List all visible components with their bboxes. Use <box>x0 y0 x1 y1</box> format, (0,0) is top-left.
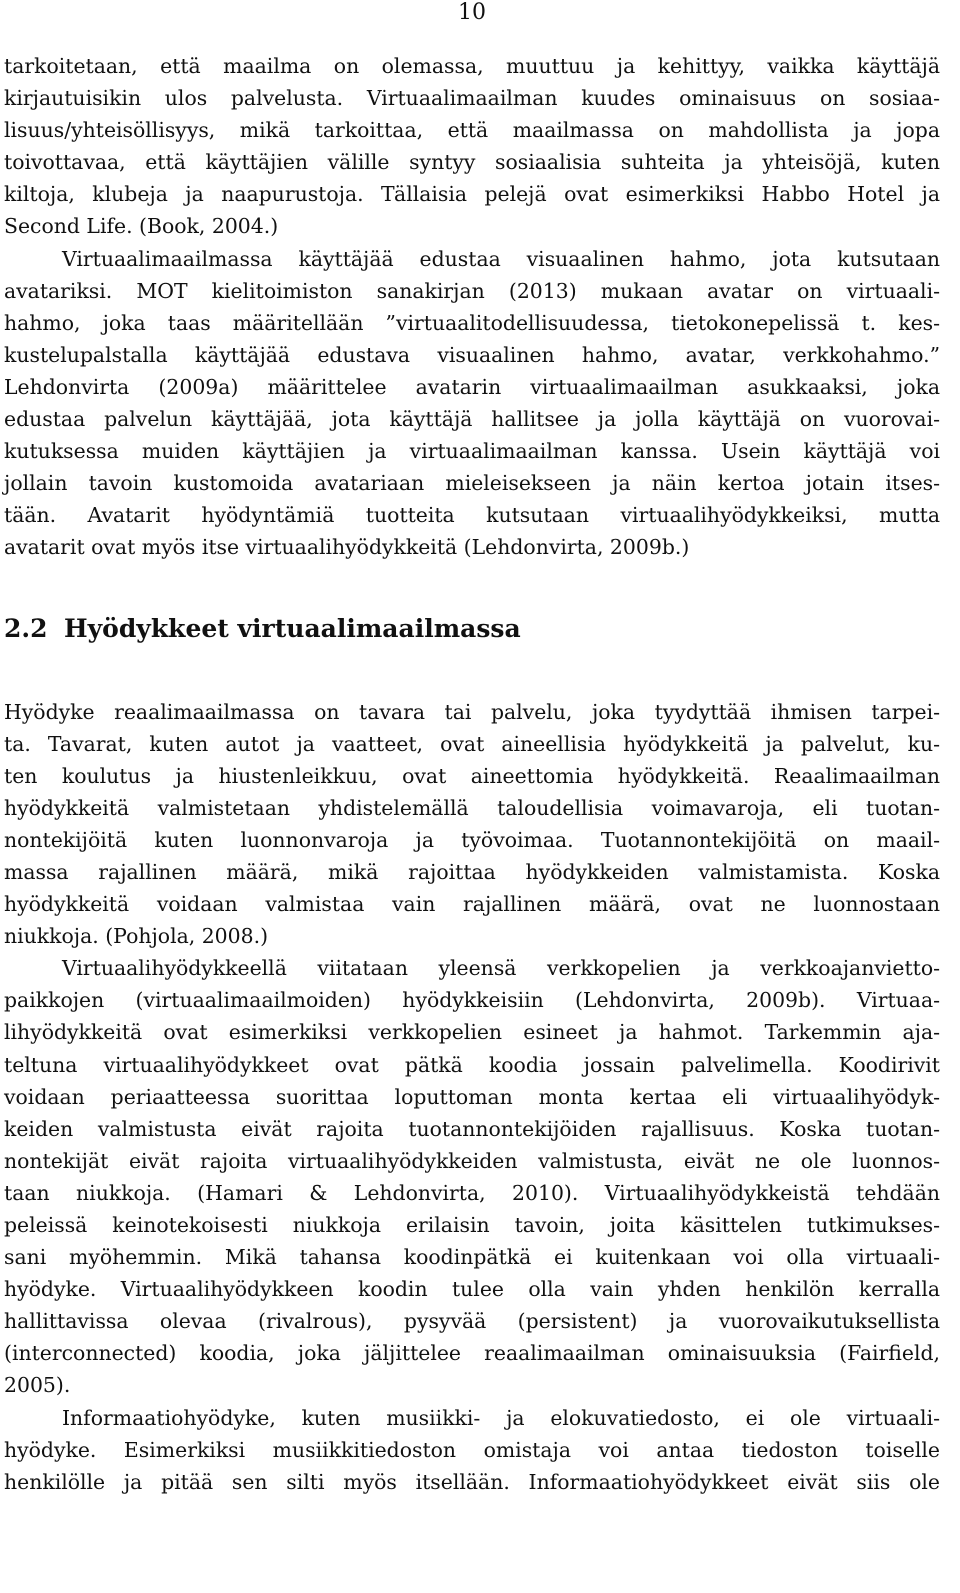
text-line: ten koulutus ja hiustenleikkuu, ovat aineettomia hyödykkeitä. Reaalimaailman <box>4 763 940 788</box>
text-line: Lehdonvirta (2009a) määrittelee avatarin virtuaalimaailman asukkaaksi, joka <box>4 374 940 399</box>
text-block-top <box>4 50 940 564</box>
text-line: hyödykkeitä valmistetaan yhdistelemällä taloudellisia voimavaroja, eli tuotan- <box>4 795 940 820</box>
text-line: peleissä keinotekoisesti niukkoja erilaisin tavoin, joita käsittelen tutkimukses- <box>4 1213 940 1237</box>
text-line: tään. Avatarit hyödyntämiä tuotteita kutsutaan virtuaalihyödykkeiksi, mutta <box>4 503 940 528</box>
text-line: niukkoja. (Pohjola, 2008.) <box>4 924 269 949</box>
text-line: nontekijöitä kuten luonnonvaroja ja työvoimaa. Tuotannontekijöitä on maail- <box>4 827 940 852</box>
paragraph <box>4 1402 940 1498</box>
section-title: Hyödykkeet virtuaalimaailmassa <box>64 613 521 643</box>
text-line: hallittavissa olevaa (rivalrous), pysyvää (persistent) ja vuorovaikutuksellista <box>4 1309 940 1334</box>
text-line: hahmo, joka taas määritellään ”virtuaalitodellisuudessa, tietokonepelissä t. kes- <box>4 310 940 335</box>
text-line: Virtuaalihyödykkeellä viitataan yleensä verkkopelien ja verkkoajanvietto- <box>62 956 940 981</box>
text-line: Informaatiohyödyke, kuten musiikki- ja elokuvatiedosto, ei ole virtuaali- <box>62 1405 940 1430</box>
text-line: toivottavaa, että käyttäjien välille syntyy sosiaalisia suhteita ja yhteisöjä, kuten <box>4 150 940 175</box>
text-line: paikkojen (virtuaalimaailmoiden) hyödykkeisiin (Lehdonvirta, 2009b). Virtuaa- <box>4 988 940 1013</box>
text-line: hyödykkeitä voidaan valmistaa vain rajallinen määrä, ovat ne luonnostaan <box>4 892 940 917</box>
text-line: kirjautuisikin ulos palvelusta. Virtuaalimaailman kuudes ominaisuus on sosiaa- <box>4 86 940 111</box>
text-line: teltuna virtuaalihyödykkeet ovat pätkä koodia jossain palvelimella. Koodirivit <box>4 1052 940 1077</box>
text-line: Second Life. (Book, 2004.) <box>4 214 279 239</box>
text-line: ta. Tavarat, kuten autot ja vaatteet, ovat aineellisia hyödykkeitä ja palvelut, ku- <box>4 731 940 756</box>
text-line: kutuksessa muiden käyttäjien ja virtuaalimaailman kanssa. Usein käyttäjä voi <box>4 439 940 464</box>
text-line: massa rajallinen määrä, mikä rajoittaa hyödykkeiden valmistamista. Koska <box>4 859 940 884</box>
text-line: keiden valmistusta eivät rajoita tuotannontekijöiden rajallisuus. Koska tuotan- <box>4 1116 940 1141</box>
text-line: kiltoja, klubeja ja naapurustoja. Tällaisia pelejä ovat esimerkiksi Habbo Hotel ja <box>4 182 940 207</box>
paragraph <box>4 50 940 243</box>
text-line: lisuus/yhteisöllisyys, mikä tarkoittaa, että maailmassa on mahdollista ja jopa <box>4 118 940 143</box>
paragraph <box>4 243 940 564</box>
text-line: (interconnected) koodia, joka jäljittelee reaalimaailman ominaisuuksia (Fairfield, <box>4 1341 940 1366</box>
text-line: tarkoitetaan, että maailma on olemassa, muuttuu ja kehittyy, vaikka käyttäjä <box>4 54 940 78</box>
text-line: avatariksi. MOT kielitoimiston sanakirjan (2013) mukaan avatar on virtuaali- <box>4 278 940 303</box>
paragraph <box>4 696 940 953</box>
text-line: Hyödyke reaalimaailmassa on tavara tai palvelu, joka tyydyttää ihmisen tarpei- <box>4 699 940 724</box>
page-number: 10 <box>458 0 486 25</box>
section-number: 2.2 <box>4 613 48 643</box>
text-line: avatarit ovat myös itse virtuaalihyödykkeitä (Lehdonvirta, 2009b.) <box>4 535 690 560</box>
text-line: henkilölle ja pitää sen silti myös itsellään. Informaatiohyödykkeet eivät siis ole <box>4 1469 940 1494</box>
page-body <box>4 50 940 1498</box>
text-block-bottom <box>4 696 940 1498</box>
text-line: lihyödykkeitä ovat esimerkiksi verkkopelien esineet ja hahmot. Tarkemmin aja- <box>4 1020 940 1045</box>
text-line: kustelupalstalla käyttäjää edustava visuaalinen hahmo, avatar, verkkohahmo.” <box>4 342 940 367</box>
text-line: Virtuaalimaailmassa käyttäjää edustaa visuaalinen hahmo, jota kutsutaan <box>62 246 940 271</box>
text-line: sani myöhemmin. Mikä tahansa koodinpätkä ei kuitenkaan voi olla virtuaali- <box>4 1245 940 1270</box>
text-line: nontekijät eivät rajoita virtuaalihyödykkeiden valmistusta, eivät ne ole luonnos- <box>4 1148 940 1173</box>
text-line: 2005). <box>4 1373 71 1398</box>
text-line: edustaa palvelun käyttäjää, jota käyttäjä hallitsee ja jolla käyttäjä on vuorovai- <box>4 407 940 432</box>
text-line: jollain tavoin kustomoida avatariaan mieleisekseen ja näin kertoa jotain itses- <box>4 471 940 496</box>
paragraph <box>4 952 940 1401</box>
text-line: taan niukkoja. (Hamari & Lehdonvirta, 2010). Virtuaalihyödykkeistä tehdään <box>4 1180 940 1205</box>
text-line: hyödyke. Esimerkiksi musiikkitiedoston omistaja voi antaa tiedoston toiselle <box>4 1437 940 1462</box>
text-line: voidaan periaatteessa suorittaa loputtoman monta kertaa eli virtuaalihyödyk- <box>4 1084 940 1109</box>
section-heading <box>4 614 940 644</box>
text-line: hyödyke. Virtuaalihyödykkeen koodin tulee olla vain yhden henkilön kerralla <box>4 1277 940 1302</box>
